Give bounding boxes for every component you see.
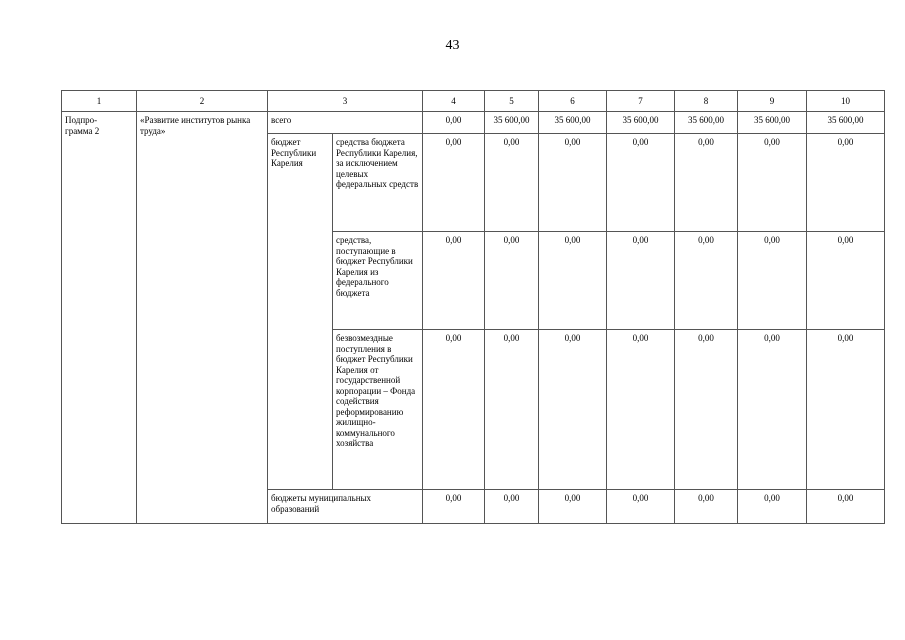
column-header: 8 (675, 91, 738, 112)
value-cell: 0,00 (485, 232, 539, 330)
program-name: «Развитие институтов рынка труда» (137, 112, 268, 524)
value-cell: 0,00 (607, 232, 675, 330)
budget-table (61, 90, 885, 524)
value-cell: 0,00 (675, 134, 738, 232)
value-cell: 0,00 (485, 134, 539, 232)
value-cell: 0,00 (539, 232, 607, 330)
page-number: 43 (445, 38, 460, 53)
value-cell: 0,00 (675, 490, 738, 524)
value-cell: 0,00 (539, 330, 607, 490)
value-cell: 35 600,00 (539, 112, 607, 134)
value-cell: 0,00 (423, 112, 485, 134)
value-cell: 35 600,00 (607, 112, 675, 134)
column-header: 9 (738, 91, 807, 112)
value-cell: 0,00 (807, 232, 885, 330)
value-cell: 0,00 (738, 134, 807, 232)
program-code: Подпро- грамма 2 (62, 112, 137, 524)
value-cell: 0,00 (423, 330, 485, 490)
funding-source-label: всего (268, 112, 423, 134)
value-cell: 0,00 (738, 330, 807, 490)
value-cell: 0,00 (807, 490, 885, 524)
value-cell: 35 600,00 (738, 112, 807, 134)
value-cell: 0,00 (485, 330, 539, 490)
value-cell: 35 600,00 (807, 112, 885, 134)
value-cell: 0,00 (807, 330, 885, 490)
value-cell: 35 600,00 (675, 112, 738, 134)
value-cell: 0,00 (607, 134, 675, 232)
funding-source-label: безвозмездные поступления в бюджет Республики Карелия от государственной корпорации – Фонда содействия реформированию жилищно-коммунального хозяйства (333, 330, 423, 490)
value-cell: 0,00 (423, 134, 485, 232)
value-cell: 35 600,00 (485, 112, 539, 134)
column-header: 6 (539, 91, 607, 112)
value-cell: 0,00 (807, 134, 885, 232)
value-cell: 0,00 (607, 330, 675, 490)
value-cell: 0,00 (423, 232, 485, 330)
republic-budget-label: бюджет Республики Карелия (268, 134, 333, 490)
funding-source-label: средства, поступающие в бюджет Республики Карелия из федерального бюджета (333, 232, 423, 330)
column-header: 7 (607, 91, 675, 112)
column-header: 3 (268, 91, 423, 112)
column-number-row (62, 91, 885, 112)
funding-source-label: бюджеты муниципальных образований (268, 490, 423, 524)
table-row (62, 112, 885, 134)
value-cell: 0,00 (607, 490, 675, 524)
value-cell: 0,00 (539, 134, 607, 232)
column-header: 1 (62, 91, 137, 112)
column-header: 10 (807, 91, 885, 112)
value-cell: 0,00 (539, 490, 607, 524)
value-cell: 0,00 (738, 490, 807, 524)
value-cell: 0,00 (738, 232, 807, 330)
funding-source-label: средства бюджета Республики Карелия, за исключением целевых федеральных средств (333, 134, 423, 232)
column-header: 4 (423, 91, 485, 112)
value-cell: 0,00 (675, 330, 738, 490)
value-cell: 0,00 (485, 490, 539, 524)
column-header: 5 (485, 91, 539, 112)
column-header: 2 (137, 91, 268, 112)
value-cell: 0,00 (423, 490, 485, 524)
value-cell: 0,00 (675, 232, 738, 330)
